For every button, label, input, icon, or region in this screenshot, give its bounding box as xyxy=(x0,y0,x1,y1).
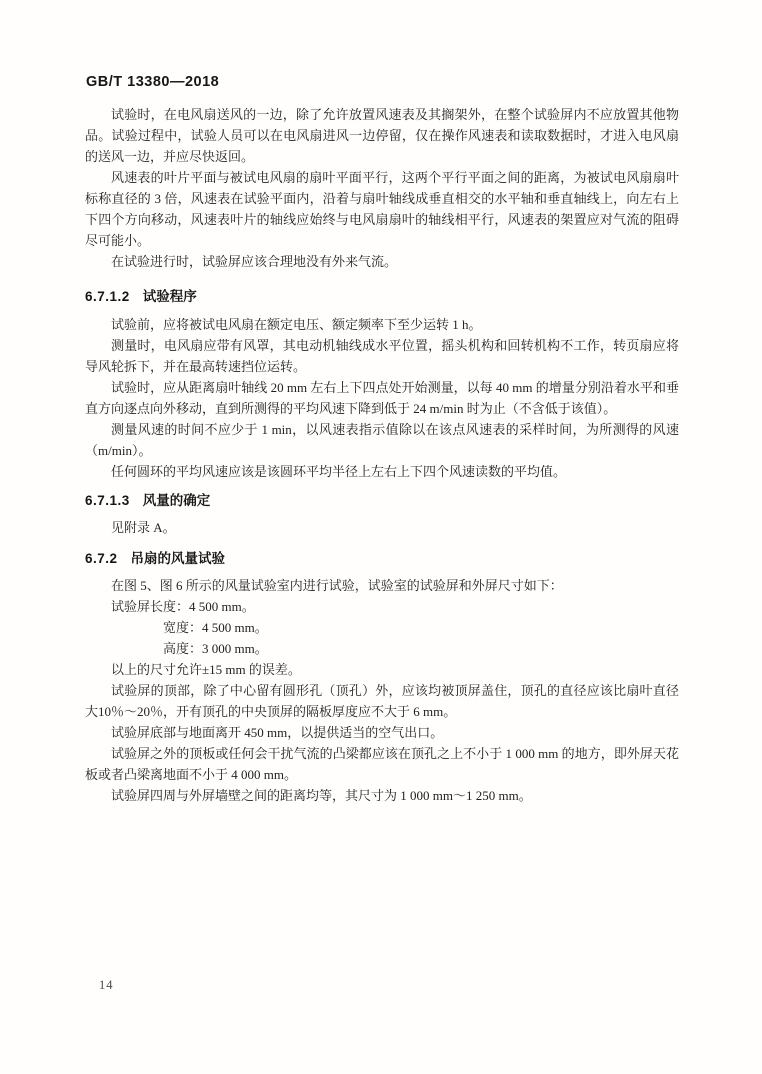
dimension-line: 高度：3 000 mm。 xyxy=(163,641,268,656)
paragraph: 以上的尺寸允许±15 mm 的误差。 xyxy=(111,662,301,677)
paragraph: 试验屏四周与外屏墙壁之间的距离均等，其尺寸为 1 000 mm～1 250 mm。 xyxy=(111,788,532,803)
paragraph: 试验屏的顶部，除了中心留有圆形孔（顶孔）外，应该均被顶屏盖住，顶孔的直径应该比扇叶直径大10％～20％，开有顶孔的中央顶屏的隔板厚度应不大于 6 mm。 xyxy=(85,683,679,719)
paragraph: 在试验进行时，试验屏应该合理地没有外来气流。 xyxy=(111,254,398,269)
paragraph: 试验屏之外的顶板或任何会干扰气流的凸梁都应该在顶孔之上不小于 1 000 mm 的地方，即外屏天花板或者凸梁离地面不小于 4 000 mm。 xyxy=(85,746,679,782)
paragraph: 在图 5、图 6 所示的风量试验室内进行试验，试验室的试验屏和外屏尺寸如下： xyxy=(111,578,563,593)
dimension-line: 试验屏长度：4 500 mm。 xyxy=(111,599,255,614)
paragraph: 试验前，应将被试电风扇在额定电压、额定频率下至少运转 1 h。 xyxy=(111,317,482,332)
section-number: 6.7.1.2 xyxy=(85,289,130,304)
paragraph: 测量时，电风扇应带有风罩，其电动机轴线成水平位置，摇头机构和回转机构不工作，转页扇应将导风轮拆下，并在最高转速挡位运转。 xyxy=(85,338,679,374)
section-number: 6.7.2 xyxy=(85,551,118,566)
paragraph: 测量风速的时间不应少于 1 min，以风速表指示值除以在该点风速表的采样时间，为所测得的风速（m/min）。 xyxy=(85,422,679,458)
section-heading xyxy=(85,286,679,307)
paragraph: 任何圆环的平均风速应该是该圆环平均半径上左右上下四个风速读数的平均值。 xyxy=(111,464,567,479)
section-heading xyxy=(85,490,679,511)
section-number: 6.7.1.3 xyxy=(85,493,130,508)
running-header: GB/T 13380—2018 xyxy=(86,74,220,90)
section-title: 试验程序 xyxy=(142,289,197,304)
section-heading xyxy=(85,548,679,569)
document-body xyxy=(85,104,679,806)
section-title: 吊扇的风量试验 xyxy=(130,551,226,566)
paragraph: 试验时，应从距离扇叶轴线 20 mm 左右上下四点处开始测量，以每 40 mm 的增量分别沿着水平和垂直方向逐点向外移动，直到所测得的平均风速下降到低于 24 m/min 时为止（不含低于该值）。 xyxy=(85,380,679,416)
paragraph: 见附录 A。 xyxy=(111,520,176,535)
paragraph: 试验时，在电风扇送风的一边，除了允许放置风速表及其搁架外，在整个试验屏内不应放置其他物品。试验过程中，试验人员可以在电风扇进风一边停留，仅在操作风速表和读取数据时，才进入电风扇的送风一边，并应尽快返回。 xyxy=(85,107,679,164)
dimension-line: 宽度：4 500 mm。 xyxy=(163,620,268,635)
paragraph: 风速表的叶片平面与被试电风扇的扇叶平面平行，这两个平行平面之间的距离，为被试电风扇扇叶标称直径的 3 倍，风速表在试验平面内，沿着与扇叶轴线成垂直相交的水平轴和垂直轴线上，向左右上下四个方向移动，风速表叶片的轴线应始终与电风扇扇叶的轴线相平行，风速表的架置应对气流的阻碍尽可能小。 xyxy=(85,170,679,248)
section-title: 风量的确定 xyxy=(142,493,211,508)
paragraph: 试验屏底部与地面离开 450 mm，以提供适当的空气出口。 xyxy=(111,725,444,740)
page-number: 14 xyxy=(99,978,114,992)
